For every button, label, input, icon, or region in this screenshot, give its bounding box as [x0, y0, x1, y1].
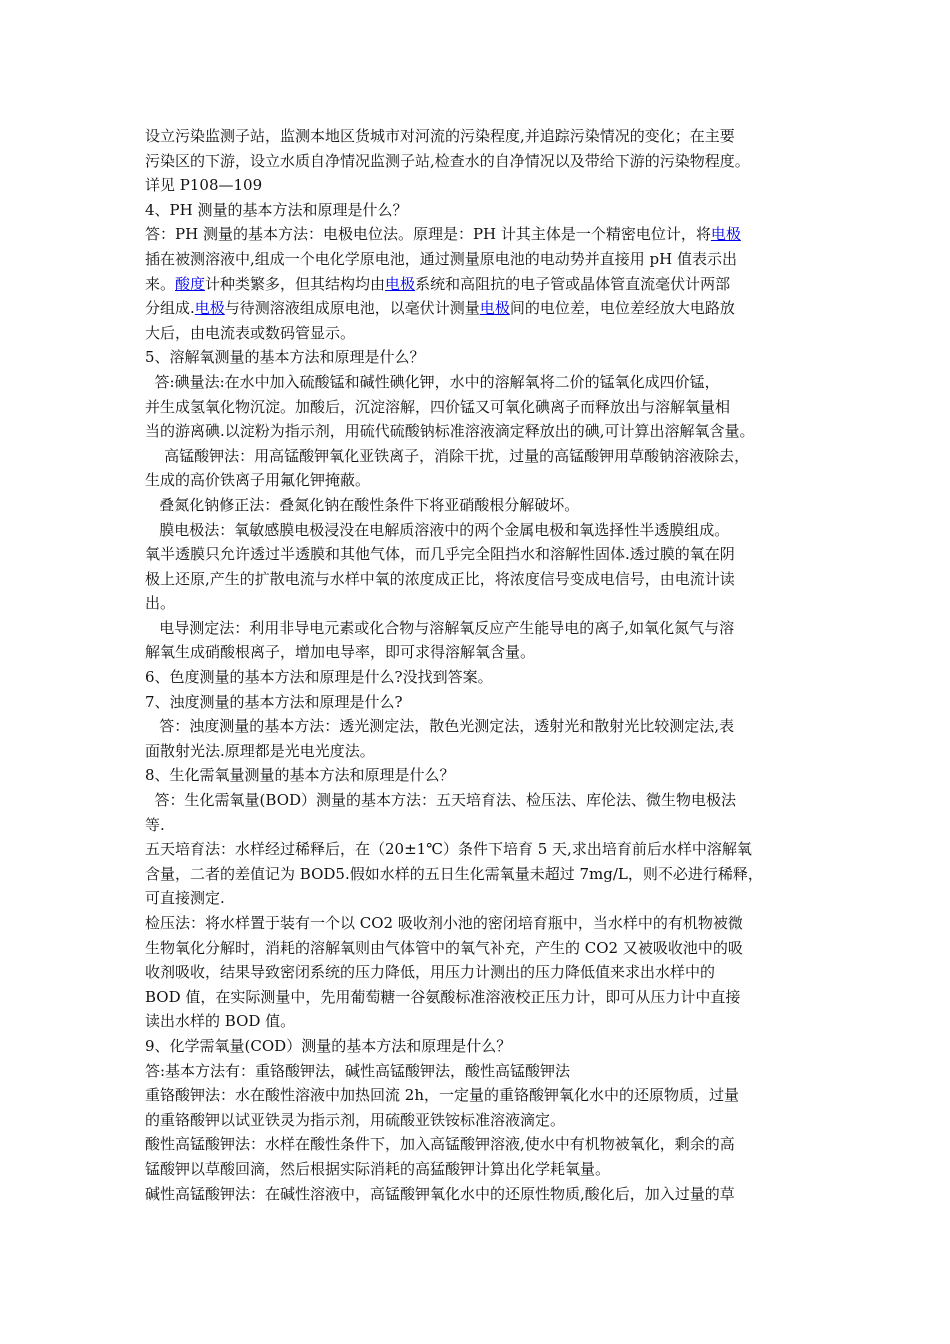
text-line	[145, 1083, 815, 1108]
text-segment: 间的电位差，电位差经放大电路放	[509, 299, 735, 318]
text-segment: 与待测溶液组成原电池，以毫伏计测量	[224, 299, 480, 318]
hyperlink[interactable]: 酸度	[175, 274, 206, 293]
text-segment: 污染区的下游，设立水质自净情况监测子站,检查水的自净情况以及带给下游的污染物程度。	[145, 151, 750, 170]
text-line	[145, 345, 815, 370]
text-segment: 酸性高锰酸钾法：水样在酸性条件下，加入高锰酸钾溶液,使水中有机物被氧化，剩余的高	[145, 1135, 735, 1154]
text-line	[145, 370, 815, 395]
text-segment: BOD 值，在实际测量中，先用葡萄糖一谷氨酸标准溶液校正压力计，即可从压力计中直接	[145, 987, 741, 1006]
text-line	[145, 837, 815, 862]
text-line	[145, 911, 815, 936]
text-line	[145, 1108, 815, 1133]
text-segment: 答:碘量法:在水中加入硫酸锰和碱性碘化钾，水中的溶解氧将二价的锰氧化成四价锰，	[145, 372, 720, 391]
text-segment: 来。	[145, 274, 176, 293]
text-segment: 计种类繁多，但其结构均由	[205, 274, 386, 293]
text-segment: 可直接测定.	[145, 889, 225, 908]
text-segment: 含量，二者的差值记为 BOD5.假如水样的五日生化需氧量未超过 7mg/L，则不必进行稀释，	[145, 864, 763, 883]
text-segment: 读出水样的 BOD 值。	[145, 1012, 296, 1031]
text-line	[145, 149, 815, 174]
text-segment: 5、溶解氧测量的基本方法和原理是什么？	[145, 348, 425, 367]
text-segment: 重铬酸钾法：水在酸性溶液中加热回流 2h，一定量的重铬酸钾氧化水中的还原物质，过量	[145, 1086, 739, 1105]
text-segment: 设立污染监测子站，监测本地区货城市对河流的污染程度,并追踪污染情况的变化；在主要	[145, 127, 735, 145]
text-segment: 7、浊度测量的基本方法和原理是什么?	[145, 692, 403, 711]
text-line	[145, 198, 815, 223]
text-line	[145, 616, 815, 641]
text-line	[145, 518, 815, 543]
text-segment: 面散射光法.原理都是光电光度法。	[145, 741, 375, 760]
text-line	[145, 124, 815, 149]
text-segment: 碱性高锰酸钾法：在碱性溶液中，高锰酸钾氧化水中的还原性物质,酸化后，加入过量的草	[145, 1184, 735, 1203]
text-line	[145, 985, 815, 1010]
text-line	[145, 419, 815, 444]
text-line	[145, 542, 815, 567]
text-line	[145, 1059, 815, 1084]
text-segment: 插在被测溶液中,组成一个电化学原电池，通过测量原电池的电动势并直接用 pH 值表示出	[145, 249, 737, 268]
text-segment: 出。	[145, 594, 176, 613]
text-line	[145, 862, 815, 887]
text-segment: 分组成.	[145, 299, 195, 318]
text-line	[145, 272, 815, 297]
hyperlink[interactable]: 电极	[194, 299, 225, 318]
text-segment: 并生成氢氧化物沉淀。加酸后，沉淀溶解，四价锰又可氧化碘离子而释放出与溶解氧量相	[145, 397, 731, 416]
text-segment: 答：生化需氧量(BOD）测量的基本方法：五天培育法、检压法、库伦法、微生物电极法	[145, 791, 737, 810]
text-line	[145, 1182, 815, 1207]
text-line	[145, 591, 815, 616]
text-segment: 的重铬酸钾以试亚铁灵为指示剂，用硫酸亚铁铵标准溶液滴定。	[145, 1110, 566, 1129]
text-line	[145, 296, 815, 321]
text-segment: 解氧生成硝酸根离子，增加电导率，即可求得溶解氧含量。	[145, 643, 536, 662]
text-segment: 等.	[145, 815, 165, 834]
text-line	[145, 763, 815, 788]
text-line	[145, 739, 815, 764]
text-line	[145, 567, 815, 592]
hyperlink[interactable]: 电极	[385, 274, 416, 293]
hyperlink[interactable]: 电极	[710, 225, 741, 244]
text-segment: 五天培育法：水样经过稀释后，在（20±1℃）条件下培育 5 天,求出培育前后水样中溶解氧	[145, 840, 752, 859]
text-line	[145, 247, 815, 272]
text-segment: 高锰酸钾法：用高锰酸钾氧化亚铁离子，消除干扰，过量的高锰酸钾用草酸钠溶液除去，	[145, 446, 750, 465]
text-line	[145, 788, 815, 813]
text-segment: 答:基本方法有：重铬酸钾法，碱性高锰酸钾法，酸性高锰酸钾法	[145, 1061, 571, 1080]
text-segment: 当的游离碘.以淀粉为指示剂，用硫代硫酸钠标准溶液滴定释放出的碘,可计算出溶解氧含量。	[145, 422, 755, 441]
document-page	[145, 124, 815, 1206]
text-line	[145, 690, 815, 715]
text-line	[145, 468, 815, 493]
text-segment: 生成的高价铁离子用氟化钾掩蔽。	[145, 471, 371, 490]
text-line	[145, 640, 815, 665]
text-segment: 8、生化需氧量测量的基本方法和原理是什么？	[145, 766, 455, 785]
text-segment: 锰酸钾以草酸回滴，然后根据实际消耗的高猛酸钾计算出化学耗氧量。	[145, 1159, 611, 1178]
text-line	[145, 395, 815, 420]
text-segment: 大后，由电流表或数码管显示。	[145, 323, 356, 342]
text-line	[145, 173, 815, 198]
text-line	[145, 1034, 815, 1059]
text-line	[145, 936, 815, 961]
text-line	[145, 1132, 815, 1157]
text-segment: 叠氮化钠修正法：叠氮化钠在酸性条件下将亚硝酸根分解破坏。	[145, 495, 580, 514]
text-segment: 膜电极法：氧敏感膜电极浸没在电解质溶液中的两个金属电极和氧选择性半透膜组成。	[145, 520, 730, 539]
text-line	[145, 321, 815, 346]
text-segment: 答：浊度测量的基本方法：透光测定法，散色光测定法，透射光和散射光比较测定法,表	[145, 717, 735, 736]
text-line	[145, 493, 815, 518]
text-segment: 氧半透膜只允许透过半透膜和其他气体，而几乎完全阻挡水和溶解性固体.透过膜的氧在阴	[145, 545, 735, 564]
text-segment: 6、色度测量的基本方法和原理是什么?没找到答案。	[145, 668, 493, 687]
text-segment: 电导测定法：利用非导电元素或化合物与溶解氧反应产生能导电的离子,如氧化氮气与溶	[145, 618, 735, 637]
text-segment: 生物氧化分解时，消耗的溶解氧则由气体管中的氧气补充，产生的 CO2 又被吸收池中的吸	[145, 938, 743, 957]
text-segment: 检压法：将水样置于装有一个以 CO2 吸收剂小池的密闭培育瓶中，当水样中的有机物被微	[145, 914, 743, 932]
text-line	[145, 714, 815, 739]
text-line	[145, 222, 815, 247]
text-segment: 系统和高阻抗的电子管或晶体管直流毫伏计两部	[415, 274, 731, 293]
text-segment: 详见 P108—109	[145, 176, 263, 195]
text-line	[145, 813, 815, 838]
text-segment: 9、化学需氧量(COD）测量的基本方法和原理是什么？	[145, 1036, 512, 1055]
text-segment: 极上还原,产生的扩散电流与水样中氧的浓度成正比，将浓度信号变成电信号，由电流计读	[145, 569, 735, 588]
text-segment: 收剂吸收，结果导致密闭系统的压力降低，用压力计测出的压力降低值来求出水样中的	[145, 963, 716, 982]
hyperlink[interactable]: 电极	[479, 299, 510, 318]
text-line	[145, 960, 815, 985]
text-line	[145, 444, 815, 469]
text-line	[145, 665, 815, 690]
text-line	[145, 886, 815, 911]
text-line	[145, 1009, 815, 1034]
text-segment: 4、PH 测量的基本方法和原理是什么？	[145, 200, 408, 219]
text-segment: 答：PH 测量的基本方法：电极电位法。原理是：PH 计其主体是一个精密电位计，将	[145, 225, 711, 244]
text-line	[145, 1157, 815, 1182]
